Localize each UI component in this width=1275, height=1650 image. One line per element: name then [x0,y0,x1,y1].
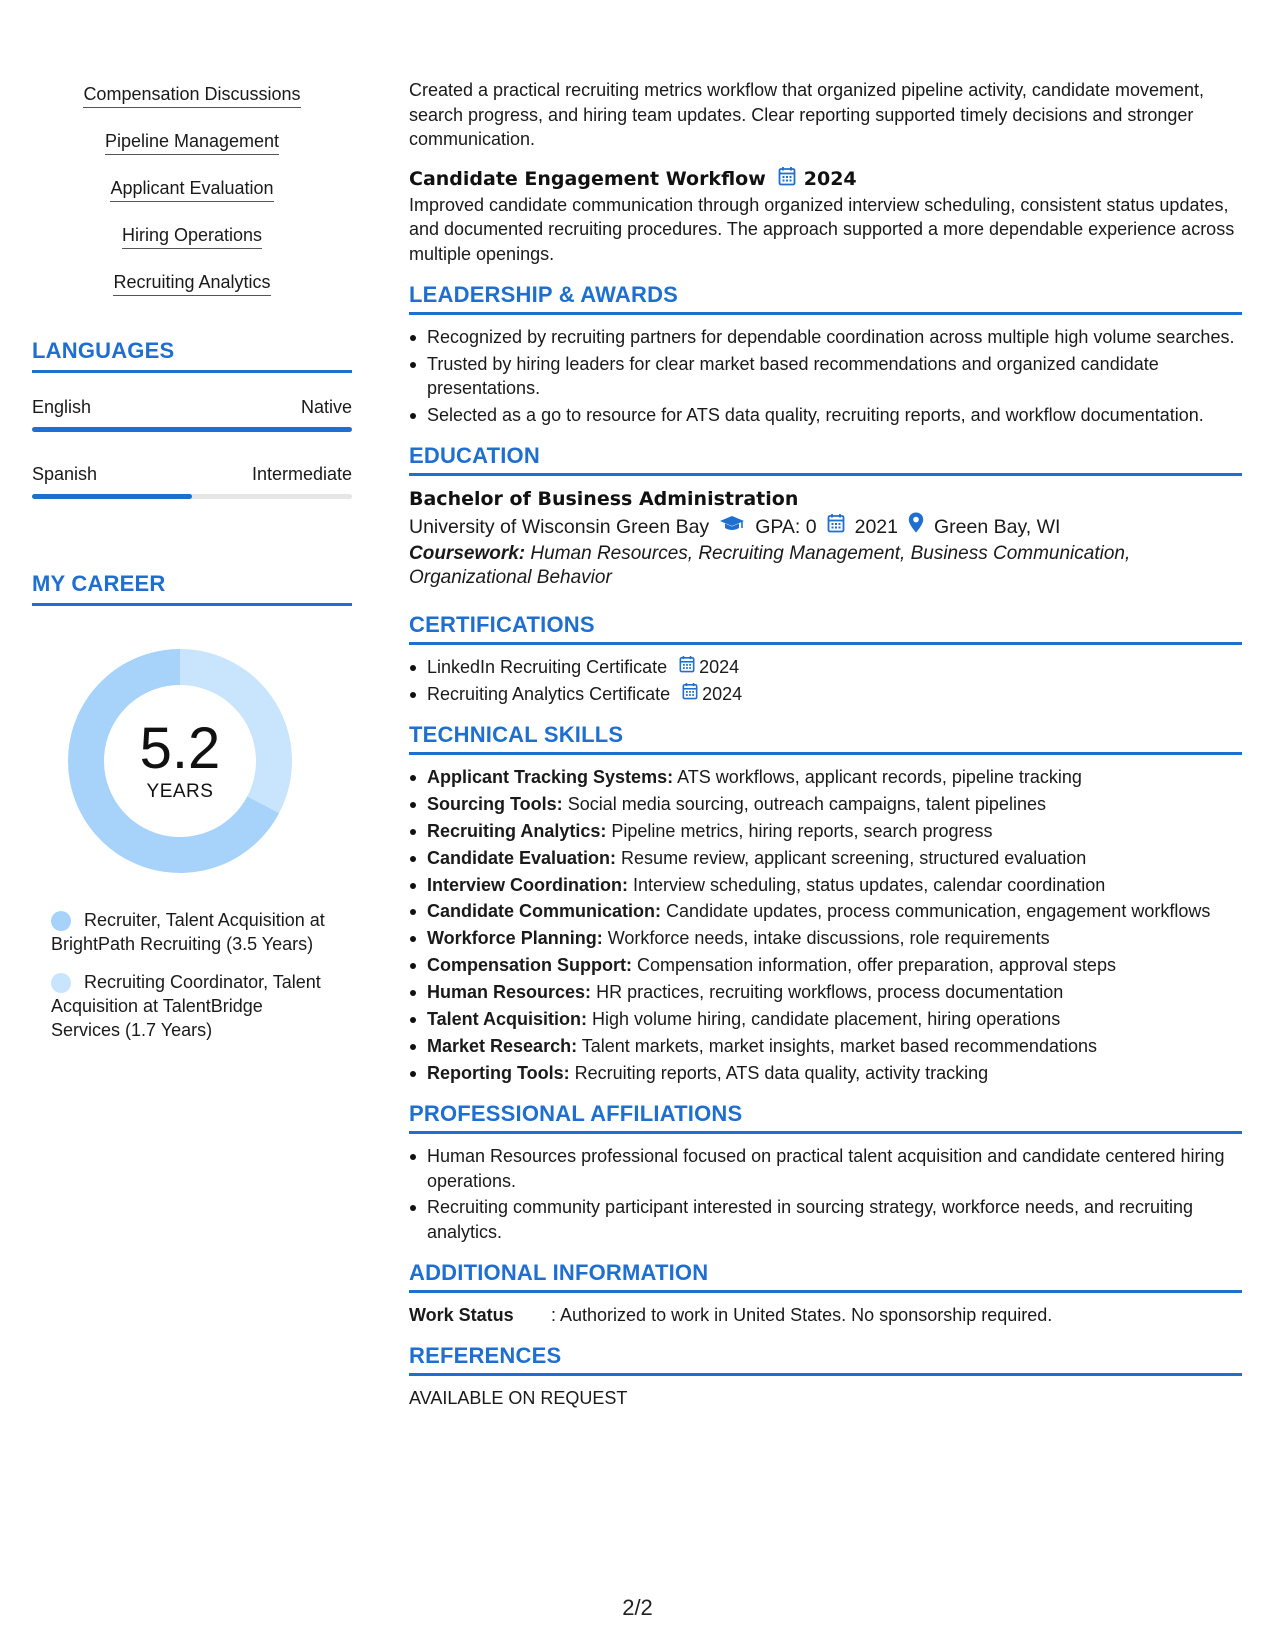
skill-text: Talent markets, market insights, market based recommendations [581,1035,1097,1056]
skill-label: Recruiting Analytics: [427,820,607,841]
education-location: Green Bay, WI [934,516,1061,538]
skill-label: Market Research: [427,1035,578,1056]
work-status-value: : Authorized to work in United States. No sponsorship required. [551,1305,1053,1326]
skill-text: Workforce needs, intake discussions, role requirements [607,928,1050,949]
skill-label: Candidate Communication: [427,901,662,922]
skill-list [32,82,352,296]
list-item: Recognized by recruiting partners for dependable coordination across multiple high volume searches. [409,325,1242,350]
language-level: Intermediate [251,464,352,484]
leadership-heading: LEADERSHIP & AWARDS [409,282,1242,315]
skill-label: Workforce Planning: [427,928,603,949]
skill-label: Human Resources: [427,982,592,1003]
work-status-row [409,1303,1242,1327]
education-gpa: GPA: 0 [755,516,817,538]
left-column [32,82,352,1056]
legend-dot [51,973,71,993]
list-item [409,819,1242,844]
certification-year: 2024 [699,657,740,677]
affiliations-heading: PROFESSIONAL AFFILIATIONS [409,1101,1242,1134]
legend-dot [51,911,71,931]
language-bar [32,494,352,499]
career-legend [51,908,326,1042]
language-english [32,395,352,432]
list-item [409,792,1242,817]
language-bar-fill [32,494,192,499]
skill-text: Interview scheduling, status updates, calendar coordination [633,874,1106,895]
career-legend-text: Recruiting Coordinator, Talent Acquisition at TalentBridge Services (1.7 Years) [51,972,321,1040]
list-item [409,846,1242,871]
certifications-heading: CERTIFICATIONS [409,612,1242,645]
skill-item: Applicant Evaluation [110,176,273,202]
list-item [409,765,1242,790]
skill-label: Candidate Evaluation: [427,847,617,868]
location-pin-icon [908,512,924,542]
calendar-icon [778,166,796,193]
certification-name: Recruiting Analytics Certificate [427,683,671,704]
skill-item: Hiring Operations [122,223,262,249]
list-item [409,655,1242,680]
donut-center-label [67,718,293,804]
list-item [409,899,1242,924]
skill-text: Candidate updates, process communication, engagement workflows [666,901,1211,922]
language-level: Native [300,397,352,417]
list-item [409,1061,1242,1086]
page-number: 2/2 [622,1595,653,1620]
education-degree: Bachelor of Business Administration [409,488,799,510]
skill-text: Recruiting reports, ATS data quality, activity tracking [574,1062,989,1083]
references-text: AVAILABLE ON REQUEST [409,1388,628,1409]
technical-skills-list [409,765,1242,1085]
affiliations-list [409,1144,1242,1244]
skill-item: Pipeline Management [105,129,279,155]
right-column [409,78,1242,1411]
career-total-unit: YEARS [146,781,214,802]
skill-text: Resume review, applicant screening, structured evaluation [621,847,1087,868]
career-donut-chart [67,648,293,874]
skill-label: Talent Acquisition: [427,1009,587,1030]
certification-year: 2024 [702,683,743,704]
list-item: Recruiting community participant interested in sourcing strategy, workforce needs, and recruiting analytics. [409,1195,1242,1244]
education-year: 2021 [854,516,898,538]
project-description: Improved candidate communication through organized interview scheduling, consistent status updates, and documented recruiting procedures. The approach supported a more dependable experience across multiple openings. [409,194,1235,264]
project-description-intro: Created a practical recruiting metrics workflow that organized pipeline activity, candidate movement, search progress, and hiring team updates. Clear reporting supported timely decisions and stronger communication. [409,80,1205,149]
calendar-icon [682,682,698,707]
work-status-label: Work Status [409,1305,514,1326]
list-item [409,926,1242,951]
list-item: Selected as a go to resource for ATS data quality, recruiting reports, and workflow documentation. [409,403,1242,428]
calendar-icon [827,512,845,542]
certifications-list [409,655,1242,706]
skill-text: Compensation information, offer preparation, approval steps [637,955,1116,976]
skill-label: Reporting Tools: [427,1062,570,1083]
education-coursework [409,542,1242,590]
languages-heading: LANGUAGES [32,338,352,373]
career-heading: MY CAREER [32,571,352,606]
additional-info-heading: ADDITIONAL INFORMATION [409,1260,1242,1293]
language-name: Spanish [32,464,98,484]
career-total-years: 5.2 [139,716,221,781]
coursework-label: Coursework: [409,543,526,564]
language-bar-fill [32,427,352,432]
calendar-icon [679,655,695,680]
education-school: University of Wisconsin Green Bay [409,516,710,538]
list-item [409,953,1242,978]
list-item [409,1034,1242,1059]
list-item [409,873,1242,898]
skill-text: HR practices, recruiting workflows, process documentation [596,982,1064,1003]
language-name: English [32,397,92,417]
skill-text: Social media sourcing, outreach campaigns, talent pipelines [567,793,1046,814]
list-item [409,980,1242,1005]
project-title-row [409,166,1242,193]
technical-skills-heading: TECHNICAL SKILLS [409,722,1242,755]
skill-text: ATS workflows, applicant records, pipeline tracking [677,767,1082,787]
skill-label: Applicant Tracking Systems: [427,767,674,787]
skill-text: High volume hiring, candidate placement, hiring operations [592,1009,1061,1030]
list-item: Trusted by hiring leaders for clear market based recommendations and organized candidate presentations. [409,352,1242,401]
skill-label: Sourcing Tools: [427,793,563,814]
list-item [409,682,1242,707]
graduation-cap-icon [719,512,745,542]
leadership-list [409,325,1242,427]
project-year: 2024 [803,168,857,190]
project-title: Candidate Engagement Workflow [409,168,766,190]
language-spanish [32,462,352,499]
skill-label: Compensation Support: [427,955,632,976]
list-item: Human Resources professional focused on practical talent acquisition and candidate centered hiring operations. [409,1144,1242,1193]
skill-label: Interview Coordination: [427,874,629,895]
language-bar [32,427,352,432]
references-heading: REFERENCES [409,1343,1242,1376]
career-legend-text: Recruiter, Talent Acquisition at BrightPath Recruiting (3.5 Years) [51,910,325,954]
skill-item: Compensation Discussions [83,82,300,108]
career-legend-item [51,908,326,956]
certification-name: LinkedIn Recruiting Certificate [427,657,668,677]
education-details [409,512,1242,542]
education-heading: EDUCATION [409,443,1242,476]
skill-item: Recruiting Analytics [113,270,270,296]
coursework-text: Human Resources, Recruiting Management, Business Communication, Organizational Behavior [409,543,1131,588]
list-item [409,1007,1242,1032]
career-legend-item [51,970,326,1042]
skill-text: Pipeline metrics, hiring reports, search progress [611,820,993,841]
